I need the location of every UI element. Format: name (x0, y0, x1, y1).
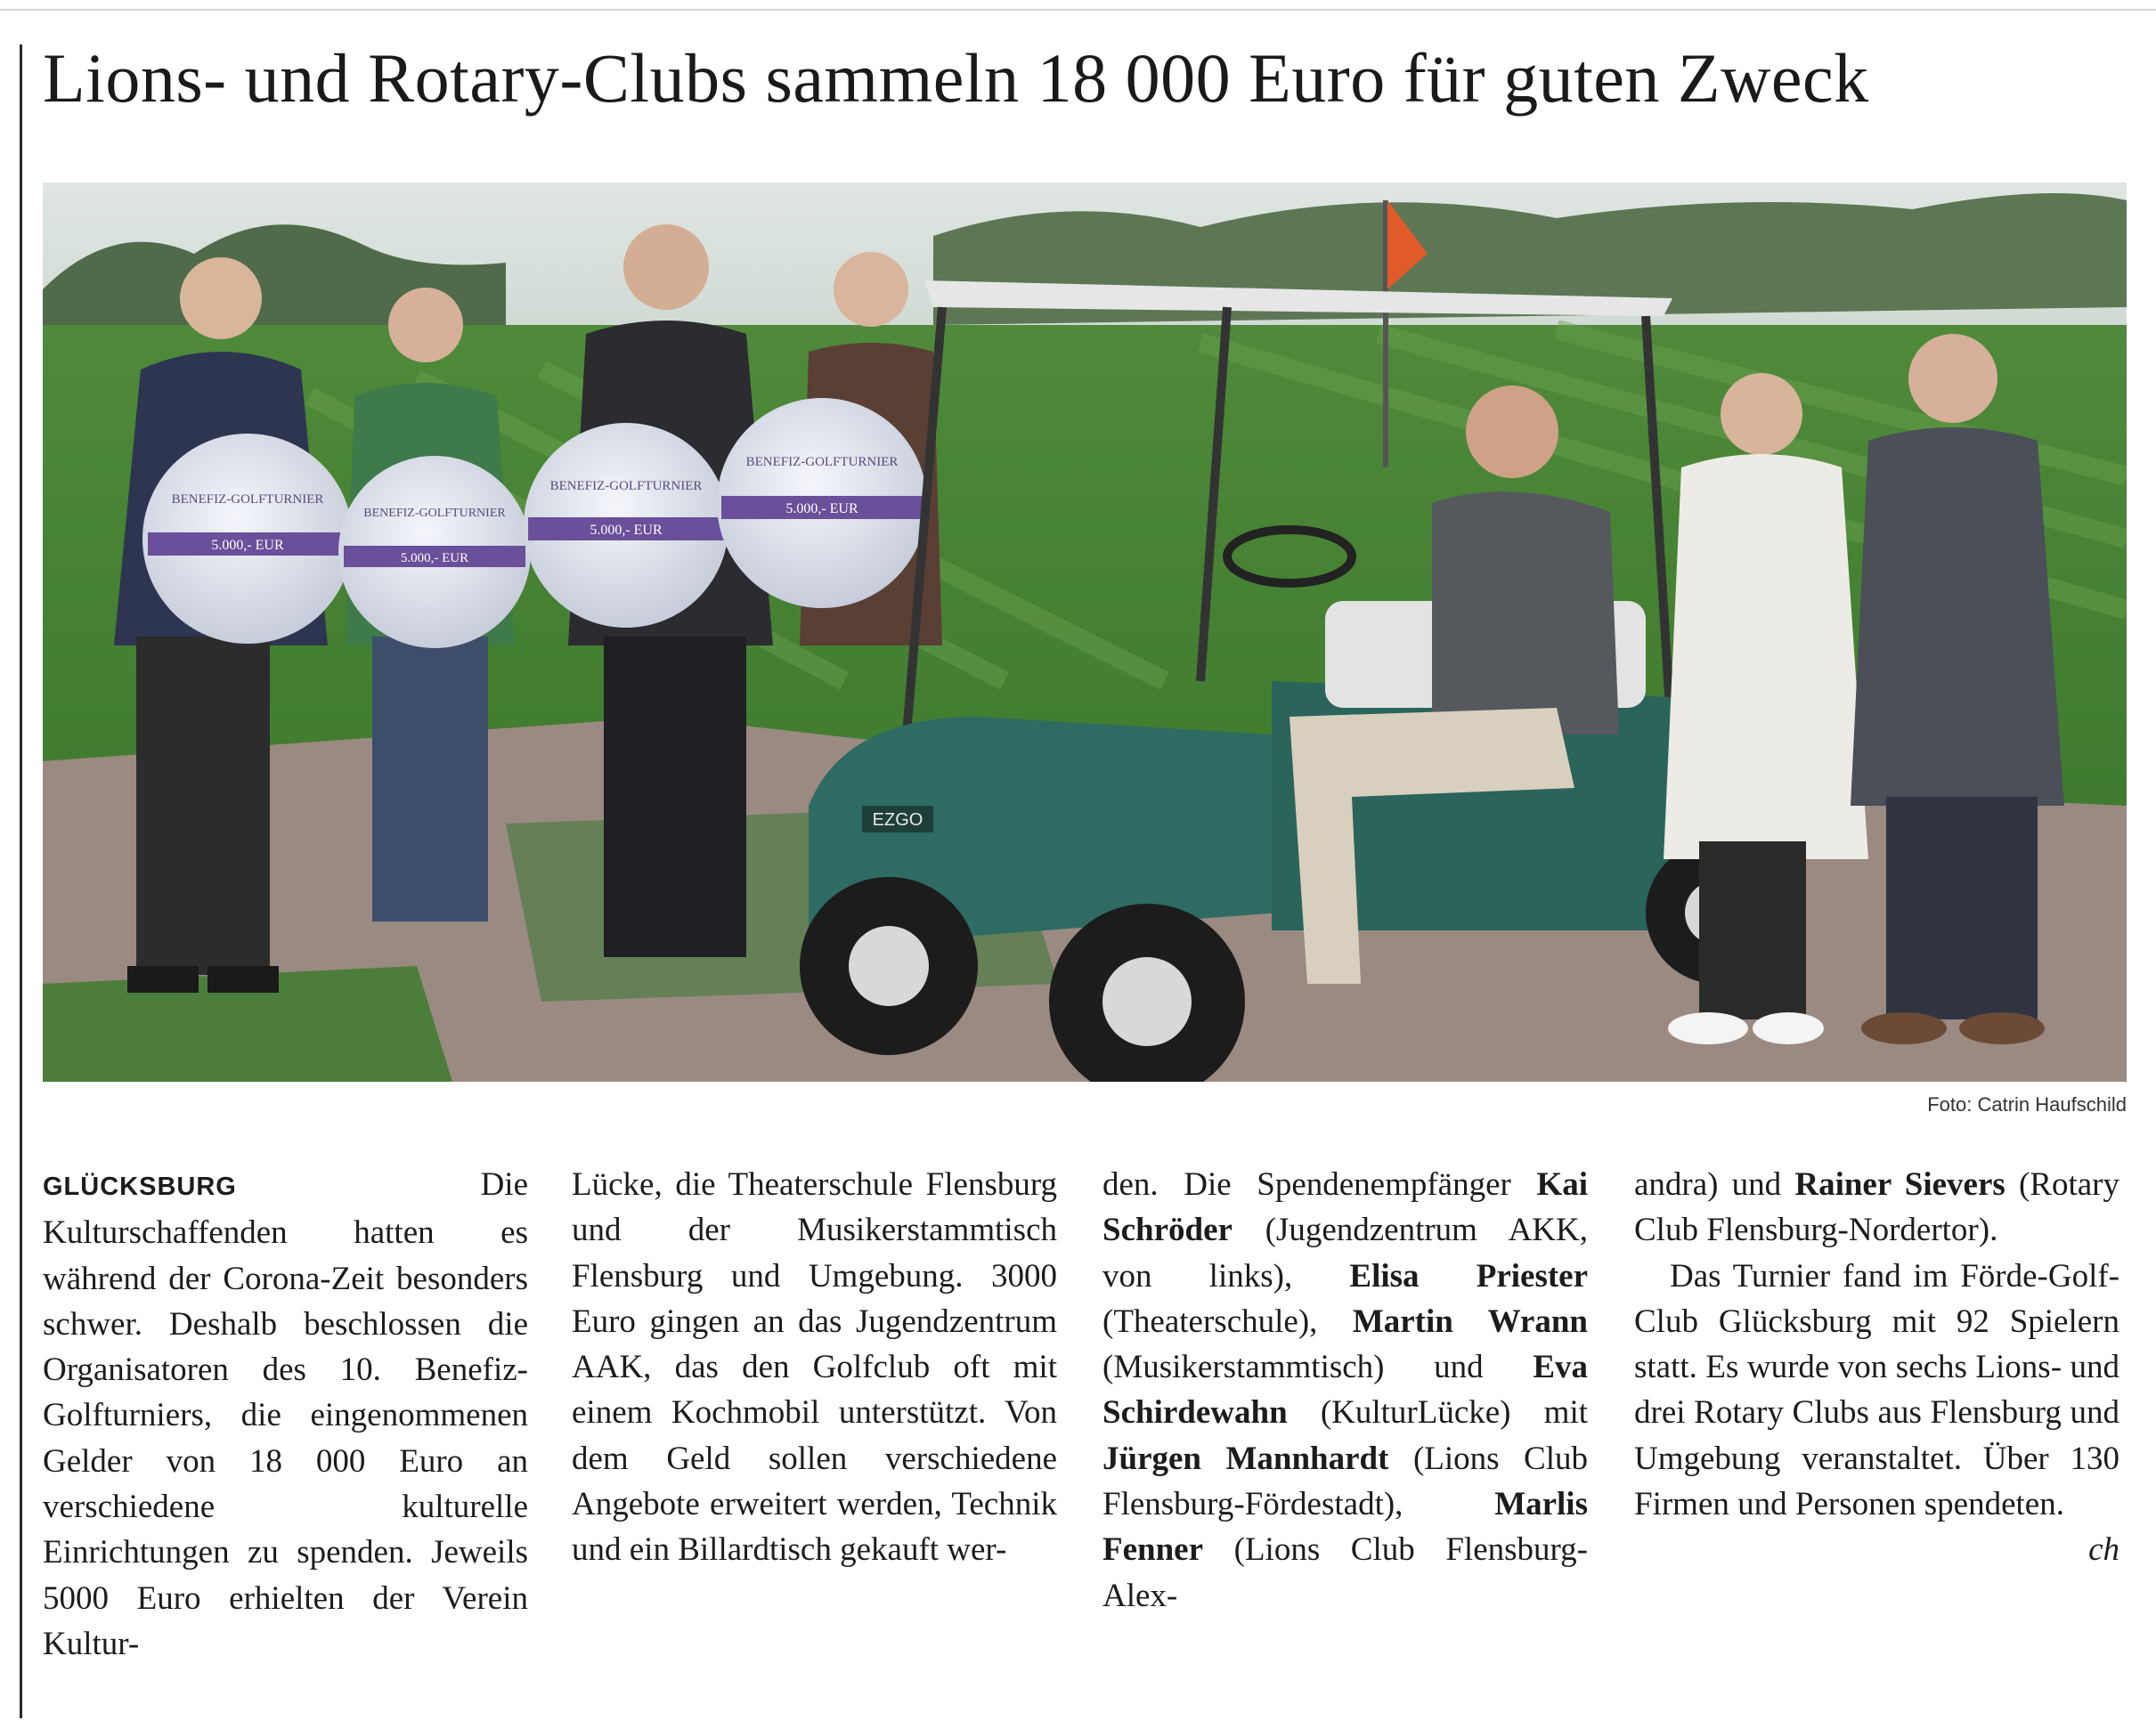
person-name: Marlis Fenner (1102, 1486, 1588, 1569)
article-column-2 (572, 1162, 1057, 1573)
body-text: Lücke, die Theaterschule Flensburg und der Musikerstammtisch Flensburg und Umgebung. 3000 Euro gingen an das Jugendzentrum AAK, das den Golfclub oft mit einem Kochmobil unterstützt. Von dem Geld sollen verschiedene Angebote erweitert werden, Technik und ein Billardtisch gekauft wer- (572, 1166, 1057, 1569)
top-rule (0, 9, 2156, 11)
article-headline: Lions- und Rotary-Clubs sammeln 18 000 Euro für guten Zweck (43, 39, 1869, 117)
body-text: (Rotary Club Flensburg-Nordertor). (1634, 1166, 2119, 1249)
article-photo (43, 183, 2127, 1082)
body-text: (Jugendzentrum AKK, von links), (1102, 1212, 1588, 1295)
article-column-4 (1634, 1162, 2119, 1573)
paragraph: Das Turnier fand im Förde-Golf-Club Glücksburg mit 92 Spielern statt. Es wurde von sechs Lions- und drei Rotary Clubs aus Flensburg und Umgebung veranstaltet. Über 130 Firmen und Personen spendeten. (1634, 1257, 2119, 1523)
author-initials: ch (2088, 1531, 2119, 1569)
person-name: Kai Schröder (1102, 1166, 1588, 1249)
svg-text:BENEFIZ-GOLFTURNIER: BENEFIZ-GOLFTURNIER (363, 507, 506, 520)
svg-text:BENEFIZ-GOLFTURNIER: BENEFIZ-GOLFTURNIER (745, 455, 899, 469)
check-ball-1 (142, 434, 353, 644)
svg-text:5.000,- EUR: 5.000,- EUR (211, 538, 284, 553)
body-text: den. Die Spendenempfänger (1102, 1166, 1511, 1203)
article-column-3 (1102, 1162, 1588, 1619)
svg-text:EZGO: EZGO (872, 810, 923, 830)
svg-text:5.000,- EUR: 5.000,- EUR (590, 523, 663, 538)
photo-credit: Foto: Catrin Haufschild (1927, 1093, 2127, 1116)
check-ball-2 (338, 456, 531, 648)
body-text: (Lions Club Flensburg-Alex- (1102, 1531, 1589, 1614)
person-name: Eva Schirdewahn (1102, 1349, 1588, 1432)
article-column-1 (43, 1162, 528, 1667)
body-text: (Musikerstammtisch) und (1102, 1349, 1484, 1386)
body-text: (Lions Club Flensburg-Fördestadt), (1102, 1440, 1588, 1523)
check-ball-3 (524, 423, 728, 628)
body-text: (KulturLücke) mit (1320, 1394, 1588, 1432)
left-column-rule (20, 45, 22, 1718)
person-name: Rainer Sievers (1794, 1166, 2005, 1203)
dateline: GLÜCKSBURG (43, 1173, 237, 1201)
person-name: Elisa Priester (1349, 1257, 1589, 1295)
svg-text:5.000,- EUR: 5.000,- EUR (400, 551, 469, 565)
svg-text:BENEFIZ-GOLFTURNIER: BENEFIZ-GOLFTURNIER (171, 492, 324, 507)
check-ball-4 (717, 398, 927, 608)
svg-text:5.000,- EUR: 5.000,- EUR (785, 501, 858, 516)
body-text: (Theaterschule), (1102, 1303, 1318, 1340)
body-text: andra) und (1634, 1166, 1782, 1203)
svg-text:BENEFIZ-GOLFTURNIER: BENEFIZ-GOLFTURNIER (549, 479, 703, 493)
person-name: Martin Wrann (1352, 1303, 1588, 1340)
person-name: Jürgen Mannhardt (1102, 1440, 1389, 1477)
body-text: Die Kulturschaffenden hatten es während der Corona-Zeit besonders schwer. Deshalb beschlossen die Organisatoren des 10. Benefiz-Golfturniers, die eingenommenen Gelder von 18 000 Euro an verschiedene kulturelle Einrichtungen zu spenden. Jeweils 5000 Euro erhielten der Verein Kultur- (43, 1166, 528, 1662)
